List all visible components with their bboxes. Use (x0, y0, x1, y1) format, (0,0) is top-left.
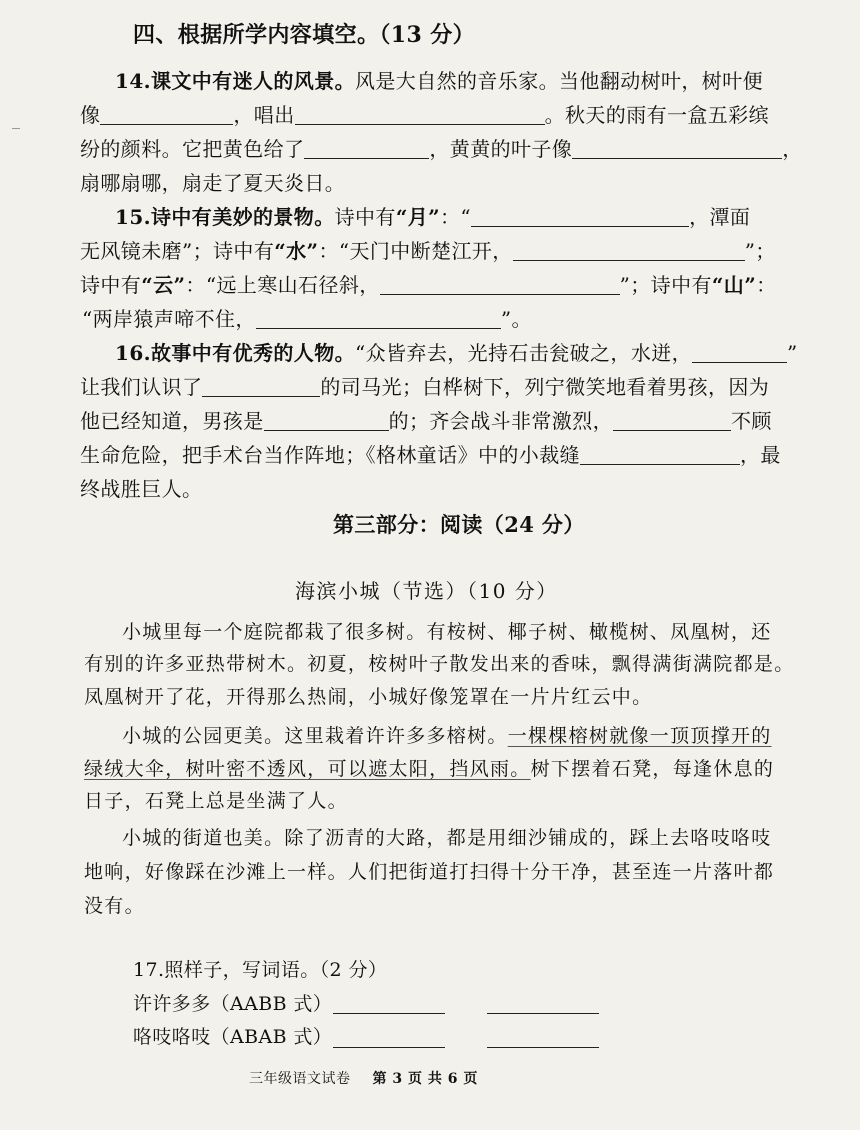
q15-text: ，潭面 (689, 205, 751, 229)
answer-blank[interactable] (100, 104, 233, 125)
q16-line-1 (115, 340, 798, 366)
q15-text: 诗中有 (80, 273, 142, 297)
q16-line-5: 终战胜巨人。 (80, 477, 203, 501)
answer-blank[interactable] (487, 995, 599, 1014)
q15-text: ”；诗中有 (619, 273, 712, 297)
q15-keyword: “水” (274, 239, 319, 263)
q16-text: “众皆弃去，光持石击瓮破之，水迸， (355, 341, 693, 365)
section-heading: 四、根据所学内容填空。（13 分） (133, 22, 476, 48)
answer-blank[interactable] (380, 274, 620, 295)
q16-line-2 (80, 374, 769, 400)
q15-keyword: “云” (141, 273, 186, 297)
part-heading: 第三部分：阅读（24 分） (333, 512, 585, 537)
scan-mark (12, 128, 20, 129)
q14-line-2 (80, 102, 769, 128)
answer-blank[interactable] (256, 308, 501, 329)
q14-line-4: 扇哪扇哪，扇走了夏天炎日。 (80, 171, 346, 195)
q16-text: 不顾 (731, 409, 772, 433)
q15-text: ”。 (500, 307, 532, 331)
q14-text: ， (782, 137, 803, 161)
q15-line-3 (80, 272, 777, 298)
q14-line-1 (115, 68, 763, 94)
exam-title: 三年级语文试卷 (249, 1071, 351, 1087)
q15-text: 诗中有 (334, 205, 396, 229)
q16-text: 的；齐会战斗非常激烈， (388, 409, 614, 433)
page-number: 第 3 页 共 6 页 (372, 1071, 478, 1087)
q16-lead: 故事中有优秀的人物。 (151, 341, 355, 365)
q15-line-4 (82, 306, 532, 332)
q15-keyword: “月” (395, 205, 441, 229)
q14-text: ，黄黄的叶子像 (429, 137, 573, 161)
q16-text: 让我们认识了 (80, 375, 203, 399)
answer-blank[interactable] (513, 240, 745, 261)
underlined-sentence: 绿绒大伞，树叶密不透风，可以遮太阳，挡风雨。 (84, 758, 531, 780)
q16-text: ，最 (740, 443, 781, 467)
q14-text: 纷的颜料。它把黄色给了 (80, 137, 305, 161)
q14-text: 风是大自然的音乐家。当他翻动树叶，树叶便 (355, 69, 763, 93)
q16-text: ” (787, 341, 798, 365)
q15-line-2 (80, 238, 776, 264)
reading-title: 海滨小城（节选）（10 分） (295, 579, 558, 603)
passage-line (122, 723, 772, 749)
answer-blank[interactable] (572, 138, 782, 159)
q14-text: ，唱出 (233, 103, 295, 127)
answer-blank[interactable] (692, 342, 787, 363)
page-footer (249, 1066, 478, 1092)
q16-text: 生命危险，把手术台当作阵地；《格林童话》中的小裁缝 (80, 443, 580, 467)
passage-line: 日子，石凳上总是坐满了人。 (84, 790, 348, 812)
passage-line (84, 756, 774, 782)
passage-line: 凤凰树开了花，开得那么热闹，小城好像笼罩在一片片红云中。 (84, 686, 653, 708)
q15-text: ”； (744, 239, 776, 263)
q17-row-2: 咯吱咯吱（ABAB 式） (133, 1026, 333, 1048)
passage-text: 树下摆着石凳，每逢休息的 (530, 758, 775, 780)
q14-number: 14. (115, 69, 151, 93)
q16-number: 16. (115, 341, 151, 365)
q15-text: ：“远上寒山石径斜， (185, 273, 380, 297)
q14-lead: 课文中有迷人的风景。 (151, 69, 355, 93)
passage-line: 地响，好像踩在沙滩上一样。人们把街道打扫得十分干净，甚至连一片落叶都 (84, 861, 775, 883)
answer-blank[interactable] (304, 138, 429, 159)
q14-text: 像 (80, 103, 101, 127)
answer-blank[interactable] (264, 410, 389, 431)
underlined-sentence: 一棵棵榕树就像一顶顶撑开的 (507, 725, 772, 747)
q16-text: 他已经知道，男孩是 (80, 409, 264, 433)
q16-line-4 (80, 442, 781, 468)
q15-number: 15. (115, 205, 151, 229)
passage-line: 有别的许多亚热带树木。初夏，桉树叶子散发出来的香味，飘得满街满院都是。 (84, 653, 795, 675)
q15-lead: 诗中有美妙的景物。 (151, 205, 335, 229)
q16-line-3 (80, 408, 772, 434)
q15-text: “两岸猿声啼不住， (82, 307, 256, 331)
answer-blank[interactable] (580, 444, 740, 465)
q14-text: 。秋天的雨有一盒五彩缤 (544, 103, 770, 127)
q15-text: ： (756, 273, 777, 297)
q15-text: 无风镜未磨”；诗中有 (80, 239, 275, 263)
passage-line: 没有。 (84, 895, 145, 917)
q16-text: 的司马光；白桦树下，列宁微笑地看着男孩，因为 (320, 375, 770, 399)
q15-line-1 (115, 204, 750, 230)
q15-keyword: “山” (711, 273, 757, 297)
answer-blank[interactable] (333, 1029, 445, 1048)
q15-text: ：“ (440, 205, 472, 229)
answer-blank[interactable] (333, 995, 445, 1014)
answer-blank[interactable] (613, 410, 731, 431)
answer-blank[interactable] (487, 1029, 599, 1048)
answer-blank[interactable] (202, 376, 320, 397)
q15-text: ：“天门中断楚江开， (318, 239, 513, 263)
answer-blank[interactable] (471, 206, 689, 227)
passage-line: 小城里每一个庭院都栽了很多树。有桉树、椰子树、橄榄树、凤凰树，还 (122, 621, 772, 643)
answer-blank[interactable] (295, 104, 545, 125)
q17-stem: 17.照样子，写词语。（2 分） (133, 959, 388, 981)
q14-line-3 (80, 136, 803, 162)
passage-line: 小城的街道也美。除了沥青的大路，都是用细沙铺成的，踩上去咯吱咯吱 (122, 827, 772, 849)
passage-text: 小城的公园更美。这里栽着许许多多榕树。 (122, 725, 508, 747)
q17-row-1: 许许多多（AABB 式） (133, 993, 333, 1015)
